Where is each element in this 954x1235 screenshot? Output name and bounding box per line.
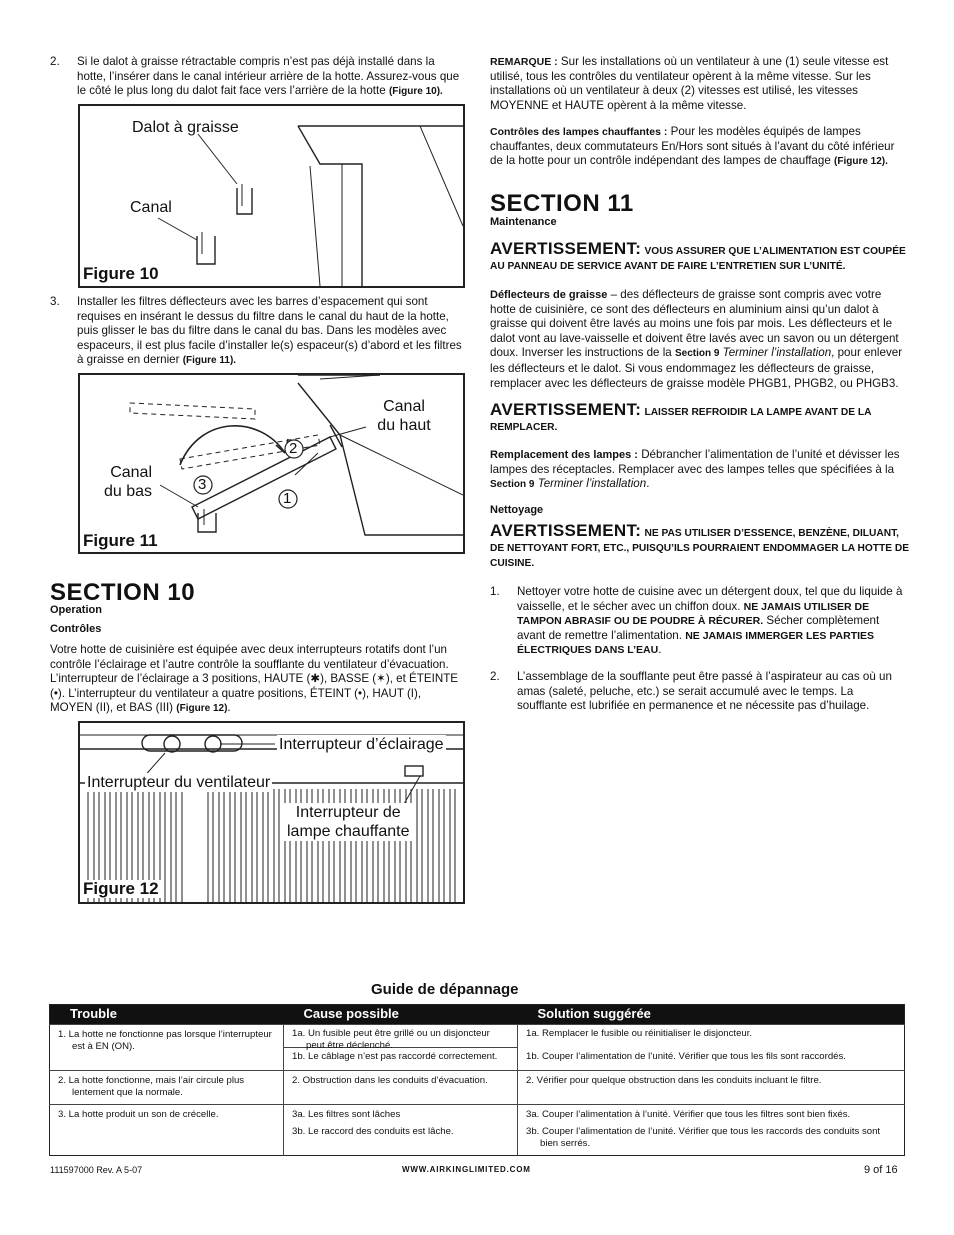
cause-cell: 3a. Les filtres sont lâches 3b. Le raccord des conduits est lâche. — [284, 1105, 518, 1156]
callout-fan-switch: Interrupteur du ventilateur — [87, 774, 271, 791]
footer-doc-number: 111597000 Rev. A 5-07 — [50, 1165, 143, 1175]
warning-lamp-cool: AVERTISSEMENT: LAISSER REFROIDIR LA LAMPE AVANT DE LA REMPLACER. — [490, 400, 872, 433]
callout-grease-cup: Dalot à graisse — [132, 119, 239, 136]
table-header-row — [50, 1005, 905, 1025]
step-number: 2. — [50, 55, 60, 68]
lamp-replacement-paragraph: Remplacement des lampes : Débrancher l’alimentation de l’unité et dévisser les lampes des réceptacles. Remplacer avec des lampes telles que spécifiées à la Section 9 Terminer l’installation. — [490, 448, 900, 491]
figure-label: Figure 12 — [83, 879, 159, 898]
controls-heading: Contrôles — [50, 623, 102, 635]
step-number: 2. — [490, 670, 500, 683]
warning-power-off: AVERTISSEMENT: VOUS ASSURER QUE L’ALIMENTATION EST COUPÉE AU PANNEAU DE SERVICE AVANT DE FAIRE L’ENTRETIEN SUR L’UNITÉ. — [490, 239, 906, 272]
cleaning-step-1: 1. Nettoyer votre hotte de cuisine avec un détergent doux, tel que du liquide à vaisselle, et le sécher avec un chiffon doux. NE JAMAIS UTILISER DE TAMPON ABRASIF OU DE POUDRE À RÉCURER. Sécher complètement avant de remettre l’alimentation. NE JAMAIS IMMERGER LES PARTIES ÉLECTRIQUES DANS L’EAU. — [490, 585, 903, 657]
circle-number-2: 2 — [289, 440, 298, 457]
table-row — [50, 1071, 905, 1105]
step-2: 2. Si le dalot à graisse rétractable compris n’est pas déjà installé dans la hotte, l’insérer dans le canal intérieur arrière de la hotte. Assurez-vous que le côté le plus long du dalot fait face vers l’arrière de la hotte (Figure 10). — [50, 55, 460, 98]
footer-page-number: 9 of 16 — [864, 1164, 898, 1176]
cause-cell: 1a. Un fusible peut être grillé ou un disjoncteur peut être déclenché. 1b. Le câblage n’est pas raccordé correctement. — [284, 1025, 518, 1071]
figure-label: Figure 10 — [83, 264, 159, 283]
callout-top-channel: Canal du haut — [377, 398, 431, 434]
callout-bottom-channel: Canal du bas — [103, 464, 152, 500]
callout-channel: Canal — [130, 199, 172, 216]
footer-url: WWW.AIRKINGLIMITED.COM — [402, 1165, 531, 1174]
figure-12 — [78, 721, 465, 904]
section-10-subtitle: Operation — [50, 604, 102, 616]
step-3: 3. Installer les filtres déflecteurs avec les barres d’espacement qui sont requises en insérant le dessus du filtre dans le canal du haut de la hotte, puis glisser le bas du filtre dans le canal du bas. Dans les modèles avec espaceurs, il est plus facile d’installer le(s) espaceur(s) d’abord et les filtres à graisse en dernier (Figure 11). — [50, 295, 462, 367]
step-number: 1. — [490, 585, 500, 598]
remark-paragraph: REMARQUE : Sur les installations où un ventilateur à une (1) seule vitesse est utilisé, tous les contrôles du ventilateur opèrent à la même vitesse. Sur les installations où un ventilateur à deux (2) vitesses est utilisé, les vitesses MOYENNE et HAUTE opèrent à la même vitesse. — [490, 55, 889, 112]
column-header-trouble: Trouble — [50, 1005, 284, 1025]
section-11-subtitle: Maintenance — [490, 216, 557, 228]
figure-label: Figure 11 — [83, 531, 158, 550]
trouble-cell: 2. La hotte fonctionne, mais l’air circule plus lentement que la normale. — [50, 1071, 284, 1105]
figure-11 — [78, 373, 465, 554]
cleaning-step-2: 2. L’assemblage de la soufflante peut être passé à l’aspirateur au cas où un amas (saleté, peluche, etc.) se serait accumulé avec le temps. La soufflante est lubrifiée en permanence et ne nécessite pas d’huilage. — [490, 670, 892, 713]
figure-10 — [78, 104, 465, 288]
high-light-icon: ✱ — [310, 672, 321, 686]
troubleshooting-title: Guide de dépannage — [371, 981, 519, 998]
circle-number-1: 1 — [283, 490, 292, 507]
low-light-icon: ✶ — [376, 672, 386, 686]
troubleshooting-table — [49, 1004, 905, 1156]
solution-cell: 3a. Couper l’alimentation à l’unité. Vérifier que tous les filtres sont bien fixés. 3b. Couper l’alimentation de l’unité. Vérifier que tous les raccords des conduits sont bien serrés. — [518, 1105, 905, 1156]
heat-lamp-controls-paragraph: Contrôles des lampes chauffantes : Pour les modèles équipés de lampes chauffantes, deux commutateurs En/Hors sont situés à l’avant du côté inférieur de la hotte pour un contrôle indépendant des lampes de chauffage (Figure 12). — [490, 125, 895, 168]
controls-body: Votre hotte de cuisinière est équipée avec deux interrupteurs rotatifs dont l’un contrôle l’éclairage et l’autre contrôle la soufflante du ventilateur d’évacuation. L’interrupteur de l’éclairage a 3 positions, HAUTE (✱), BASSE (✶), et ÉTEINTE (•). L’interrupteur du ventilateur a quatre positions, ÉTEINT (•), HAUT (I), MOYEN (II), et BAS (III) (Figure 12). — [50, 643, 459, 715]
section-11-title: SECTION 11 — [490, 190, 634, 217]
callout-light-switch: Interrupteur d’éclairage — [279, 736, 444, 753]
column-header-cause: Cause possible — [284, 1005, 518, 1025]
trouble-cell: 3. La hotte produit un son de crécelle. — [50, 1105, 284, 1156]
table-row — [50, 1025, 905, 1071]
cleaning-heading: Nettoyage — [490, 504, 544, 516]
solution-cell: 2. Vérifier pour quelque obstruction dans les conduits incluant le filtre. — [518, 1071, 905, 1105]
callout-heat-lamp-switch: Interrupteur de lampe chauffante — [284, 803, 412, 841]
warning-cleaning-agents: AVERTISSEMENT: NE PAS UTILISER D’ESSENCE, BENZÈNE, DILUANT, DE NETTOYANT FORT, ETC., PUISQU’ILS POURRAIENT ENDOMMAGER LA HOTTE DE CUISINE. — [490, 521, 910, 569]
step-number: 3. — [50, 295, 60, 308]
table-row — [50, 1105, 905, 1156]
trouble-cell: 1. La hotte ne fonctionne pas lorsque l’interrupteur est à EN (ON). — [50, 1025, 284, 1071]
solution-cell: 1a. Remplacer le fusible ou réinitialiser le disjoncteur. 1b. Couper l’alimentation de l’unité. Vérifier que tous les fils sont raccordés. — [518, 1025, 905, 1071]
grease-deflectors-paragraph: Déflecteurs de graisse – des déflecteurs de graisse sont compris avec votre hotte de cuisinière, ce sont des déflecteurs en aluminium ainsi qu’un dalot à graisse qui doivent être lavés au moins une fois par mois. Les déflecteurs et le dalot vont au lave-vaisselle et doivent être lavés avec un savon ou un détergent doux. Inverser les instructions de la Section 9 Terminer l’installation, pour enlever les déflecteurs et le dalot. Si vous endommagez les déflecteurs de graisse, remplacer avec les déflecteurs de graisse modèle PHGB1, PHGB2, ou PHGB3. — [490, 288, 903, 390]
circle-number-3: 3 — [198, 476, 207, 493]
column-header-solution: Solution suggérée — [518, 1005, 905, 1025]
cause-cell: 2. Obstruction dans les conduits d’évacuation. — [284, 1071, 518, 1105]
section-10-title: SECTION 10 — [50, 579, 196, 606]
